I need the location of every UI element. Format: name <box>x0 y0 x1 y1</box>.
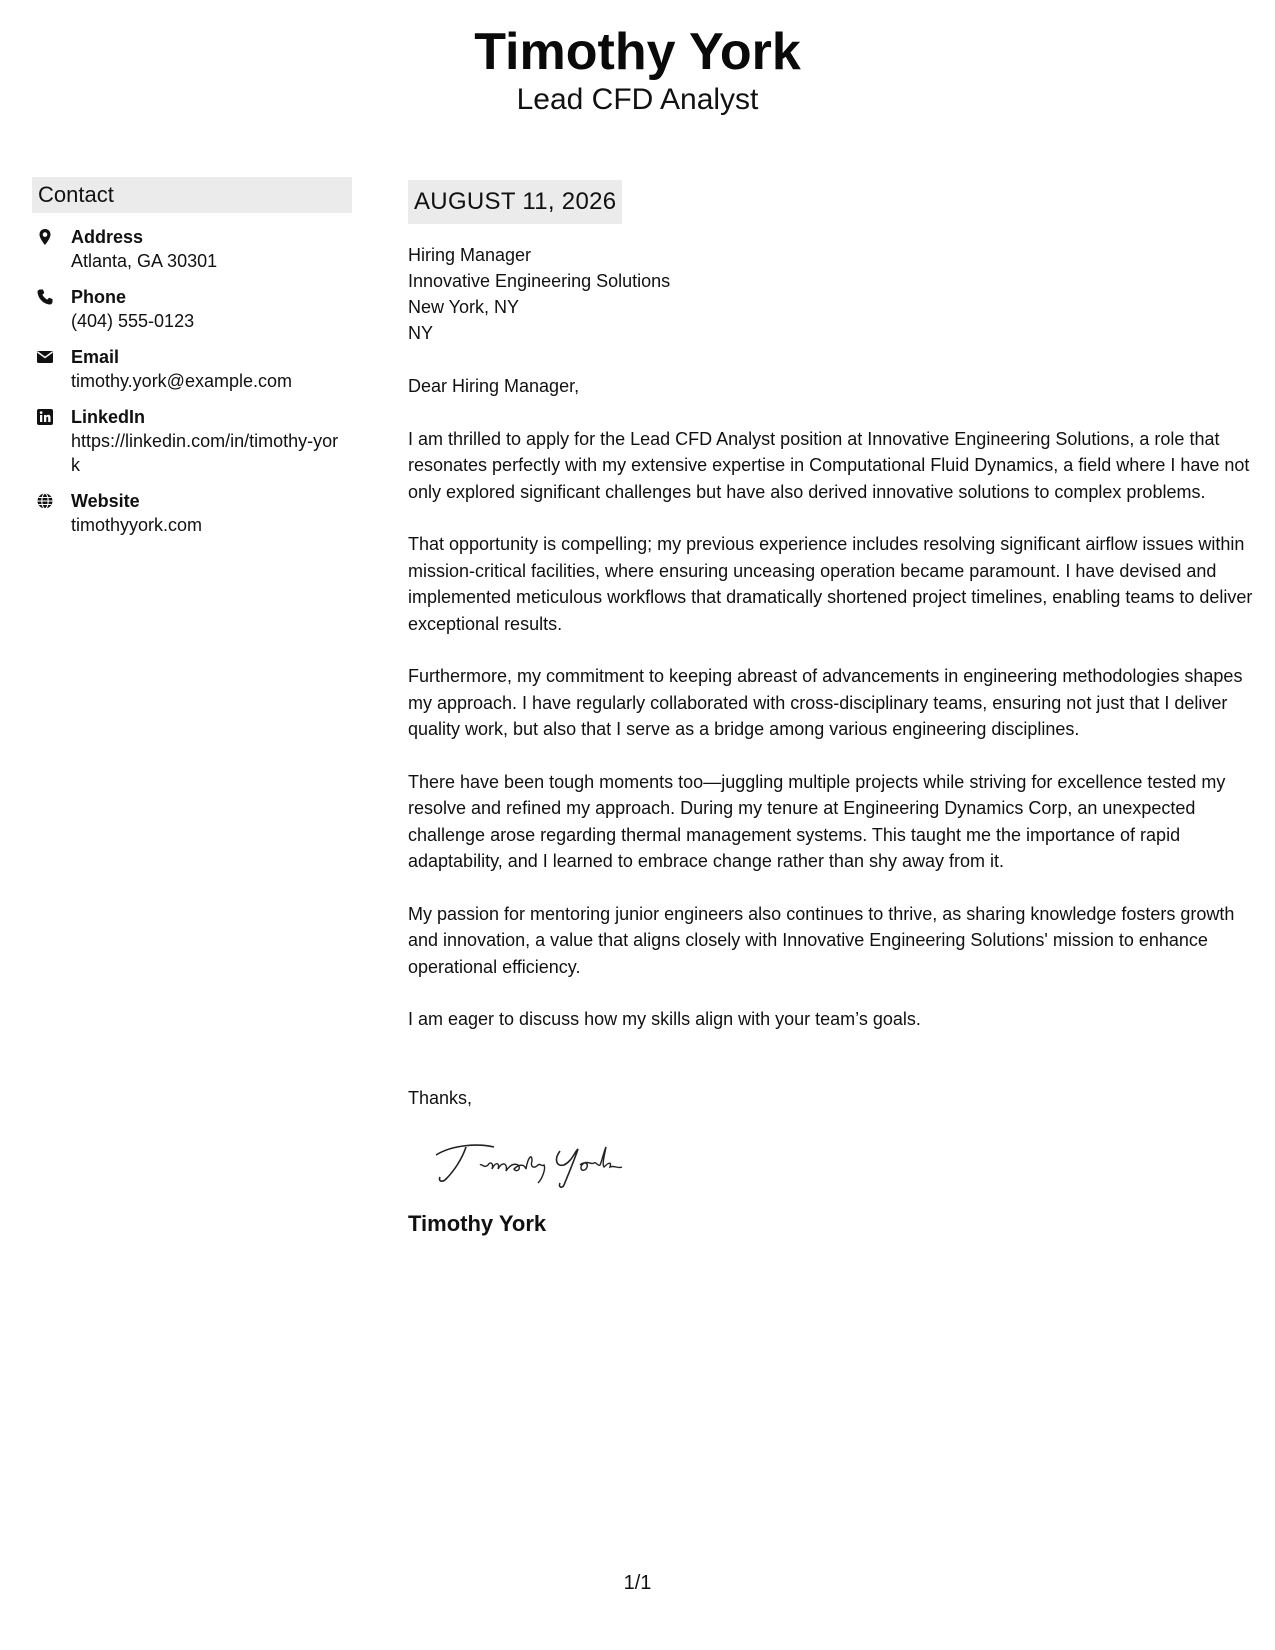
globe-icon <box>36 492 54 510</box>
letter-paragraph: There have been tough moments too—juggling multiple projects while striving for excellence tested my resolve and refined my approach. During my tenure at Engineering Dynamics Corp, an unexpected challenge arose regarding thermal management systems. This taught me the importance of rapid adaptability, and I learned to embrace change rather than shy away from it. <box>408 771 1226 871</box>
recipient-line: Hiring Manager <box>408 245 532 265</box>
recipient-line: NY <box>408 323 434 343</box>
recipient-block <box>408 242 1253 346</box>
contact-label: Website <box>71 491 140 511</box>
contact-value[interactable]: timothyyork.com <box>71 515 203 535</box>
contact-value: (404) 555-0123 <box>71 311 195 331</box>
map-pin-icon <box>36 228 54 246</box>
recipient-line: Innovative Engineering Solutions <box>408 271 671 291</box>
contact-phone <box>32 285 352 333</box>
letter-paragraph: That opportunity is compelling; my previous experience includes resolving significant airflow issues within mission-critical facilities, where ensuring unceasing operation became paramount. I have devised and implemented meticulous workflows that dramatically shortened project timelines, enabling teams to deliver exceptional results. <box>408 534 1253 634</box>
contact-email <box>32 345 352 393</box>
handwritten-signature <box>432 1135 1253 1191</box>
contact-value[interactable]: https://linkedin.com/in/timothy-york <box>71 431 339 475</box>
candidate-name: Timothy York <box>474 23 801 81</box>
contact-value: timothy.york@example.com <box>71 371 293 391</box>
contact-linkedin <box>32 405 352 477</box>
letter-paragraph: I am eager to discuss how my skills align with your team’s goals. <box>408 1009 921 1029</box>
envelope-icon <box>36 348 54 366</box>
recipient-line: New York, NY <box>408 297 520 317</box>
contact-value: Atlanta, GA 30301 <box>71 251 218 271</box>
contact-section-title: Contact <box>32 177 352 213</box>
letter-paragraph: I am thrilled to apply for the Lead CFD Analyst position at Innovative Engineering Solutions, a role that resonates perfectly with my extensive expertise in Computational Fluid Dynamics, a field where I have not only explored significant challenges but have also derived innovative solutions to complex problems. <box>408 428 1250 502</box>
letter-paragraph: My passion for mentoring junior engineers also continues to thrive, as sharing knowledge fosters growth and innovation, a value that aligns closely with Innovative Engineering Solutions' mission to enhance operational efficiency. <box>408 903 1235 977</box>
letter-body <box>408 180 1253 1239</box>
letter-paragraph: Furthermore, my commitment to keeping abreast of advancements in engineering methodologies shapes my approach. I have regularly collaborated with cross-disciplinary teams, ensuring not just that I deliver quality work, but also that I serve as a bridge among various engineering disciplines. <box>408 666 1243 739</box>
contact-label: Address <box>71 227 144 247</box>
contact-website <box>32 489 352 537</box>
candidate-title: Lead CFD Analyst <box>516 83 759 116</box>
contact-label: LinkedIn <box>71 407 146 427</box>
contact-address <box>32 225 352 273</box>
contact-label: Email <box>71 347 120 367</box>
letter-date: AUGUST 11, 2026 <box>408 180 622 224</box>
salutation: Dear Hiring Manager, <box>408 376 580 396</box>
contact-label: Phone <box>71 287 127 307</box>
linkedin-icon <box>36 408 54 426</box>
signer-name: Timothy York <box>408 1211 547 1236</box>
closing: Thanks, <box>408 1087 473 1108</box>
page-number: 1/1 <box>623 1572 652 1594</box>
phone-icon <box>36 288 54 306</box>
contact-sidebar <box>32 177 352 537</box>
resume-header <box>0 22 1275 118</box>
